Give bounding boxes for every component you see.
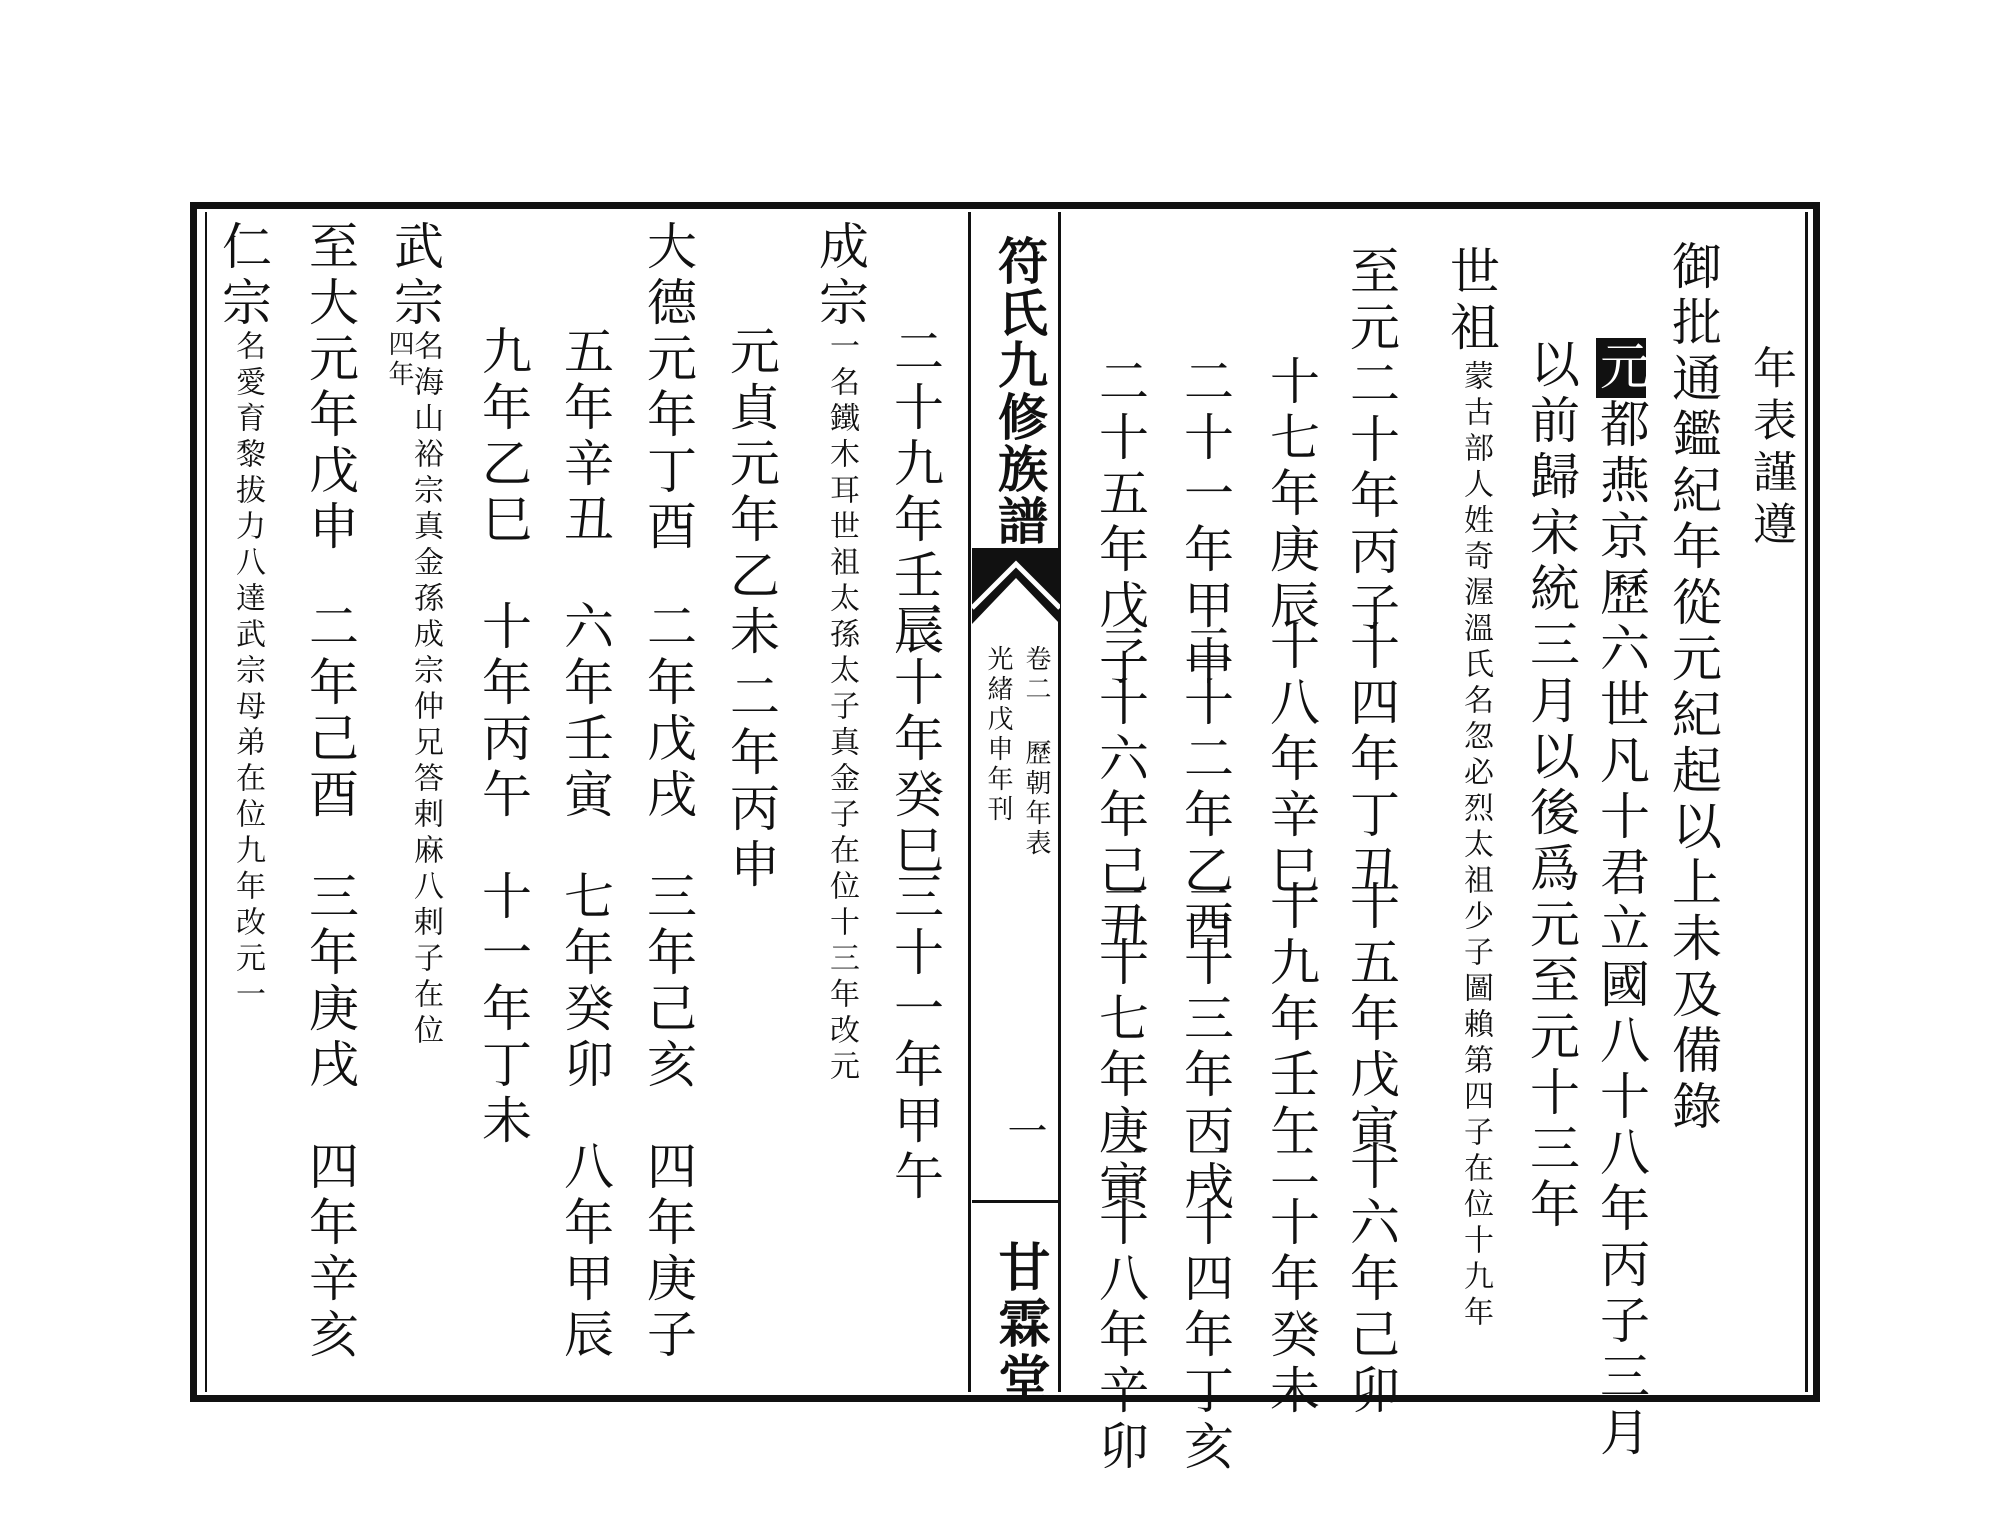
year-entry: 至大元年戊申 <box>301 220 359 556</box>
year-entry: 十年丙午 <box>474 600 532 824</box>
year-entry: 二十七年庚寅 <box>1091 880 1149 1216</box>
year-entry: 十五年戊寅 <box>1342 880 1400 1160</box>
year-entry: 十六年己卯 <box>1342 1140 1400 1420</box>
shizu-note: 蒙古部人姓奇渥溫氏名忽必烈太祖少子圖賴第四子在位十九年 <box>1458 360 1493 1332</box>
hall-name: 甘霖堂 <box>989 1240 1050 1408</box>
year-entry: 八年甲辰 <box>556 1140 614 1364</box>
year-entry: 二十六年己丑 <box>1091 620 1149 956</box>
year-entry: 三年己亥 <box>639 870 697 1094</box>
imperial-note-line: 御批通鑑紀年從元紀起以上未及備錄 <box>1664 240 1722 1136</box>
volume-label: 卷二 歷朝年表 <box>1021 645 1051 859</box>
year-entry: 三十一年甲午 <box>886 870 944 1206</box>
emperor-chengzong: 成宗 <box>811 220 869 332</box>
year-entry: 至元二十年丙子 <box>1342 245 1400 637</box>
emperor-renzong: 仁宗 <box>214 220 272 332</box>
inner-border-left <box>205 212 207 1392</box>
year-entry: 二十八年辛卯 <box>1091 1140 1149 1476</box>
center-divider-rule <box>972 1200 1060 1203</box>
wuzong-note: 名海山裕宗真金孫成宗仲兄答剌麻八剌子在位 <box>408 330 443 1050</box>
print-date: 光緒戊申年刊 <box>983 645 1013 825</box>
year-entry: 二十九年壬辰 <box>886 325 944 661</box>
year-entry: 十一年丁未 <box>474 870 532 1150</box>
year-entry: 二年戊戌 <box>639 600 697 824</box>
year-entry: 九年乙巳 <box>474 325 532 549</box>
inner-border-right <box>1805 212 1808 1392</box>
year-entry: 四年辛亥 <box>301 1140 359 1364</box>
year-entry: 十八年辛巳 <box>1262 620 1320 900</box>
year-entry: 三年庚戌 <box>301 870 359 1094</box>
year-entry: 二十四年丁亥 <box>1176 1140 1234 1476</box>
year-entry: 十九年壬午 <box>1262 880 1320 1160</box>
table-heading: 年表謹遵 <box>1745 345 1796 553</box>
renzong-note: 名愛育黎拔力八達武宗母弟在位九年改元一 <box>230 330 265 1014</box>
center-column-left-rule <box>968 212 971 1392</box>
year-entry: 七年癸卯 <box>556 870 614 1094</box>
year-entry: 五年辛丑 <box>556 325 614 549</box>
year-entry: 二十五年戊子 <box>1091 355 1149 691</box>
center-column-right-rule <box>1058 212 1061 1392</box>
year-entry: 十四年丁丑 <box>1342 620 1400 900</box>
emperor-wuzong: 武宗 <box>386 220 444 332</box>
year-entry: 二十一年甲申 <box>1176 355 1234 691</box>
year-entry: 二十三年丙戌 <box>1176 880 1234 1216</box>
year-entry: 十七年庚辰 <box>1262 355 1320 635</box>
page-number: 一 <box>1001 1110 1047 1150</box>
year-entry: 六年壬寅 <box>556 600 614 824</box>
year-entry: 三十年癸巳 <box>886 600 944 880</box>
year-entry: 元貞元年乙未 <box>722 325 780 661</box>
yuan-intro-line-2: 以前歸宋統三月以後爲元至元十三年 <box>1522 338 1580 1234</box>
year-entry: 二十年癸未 <box>1262 1140 1320 1420</box>
wuzong-reign-years: 四年 <box>384 330 414 390</box>
year-entry: 四年庚子 <box>639 1140 697 1364</box>
year-entry: 二年丙申 <box>722 670 780 894</box>
emperor-shizu: 世祖 <box>1442 245 1500 357</box>
fishtail-ornament <box>972 548 1060 624</box>
year-entry: 大德元年丁酉 <box>639 220 697 556</box>
chengzong-note: 一名鐵木耳世祖太孫太子真金子在位十三年改元 <box>824 330 859 1086</box>
year-entry: 二年己酉 <box>301 600 359 824</box>
year-entry: 二十二年乙酉 <box>1176 620 1234 956</box>
book-title: 符氏九修族譜 <box>990 235 1049 547</box>
yuan-dynasty-marker: 元 <box>1592 340 1650 396</box>
yuan-intro-line: 都燕京歷六世凡十君立國八十八年丙子三月 <box>1592 398 1650 1462</box>
